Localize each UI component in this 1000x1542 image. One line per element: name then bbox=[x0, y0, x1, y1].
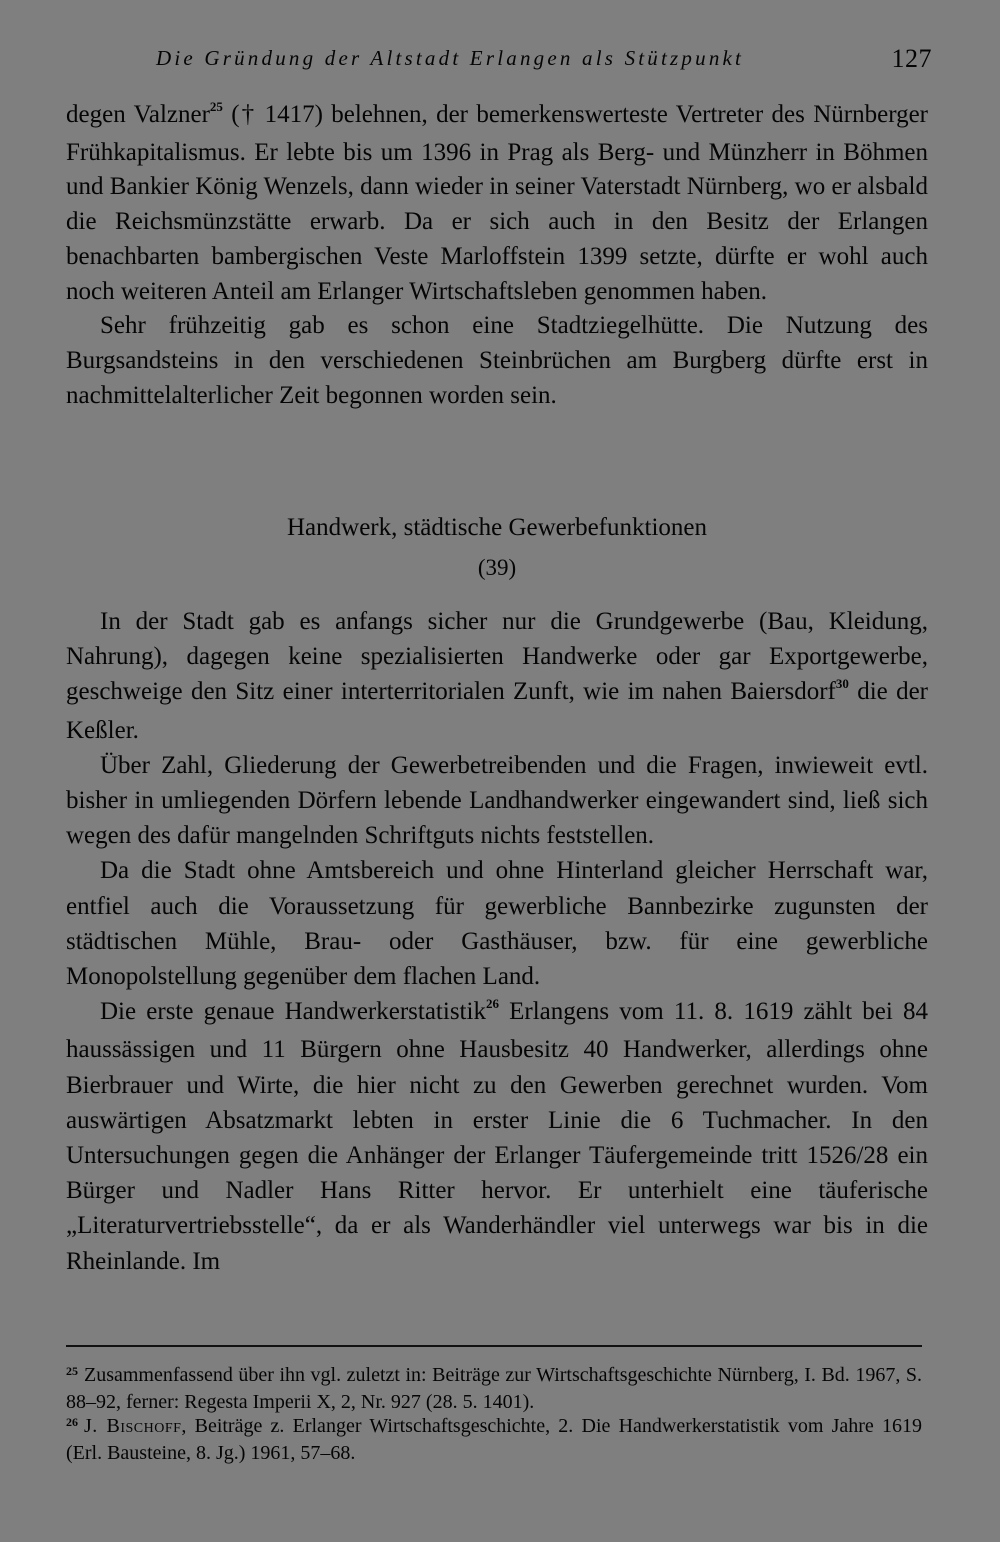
footnote-ref-25: 25 bbox=[209, 99, 223, 114]
footnote-26 bbox=[66, 1414, 922, 1465]
paragraph-valzner bbox=[66, 98, 928, 309]
paragraph-grundgewerbe bbox=[66, 604, 928, 748]
footnote-author: J. Bischoff bbox=[84, 1415, 182, 1437]
paragraph-gliederung: Über Zahl, Gliederung der Gewerbetreibenden und die Fragen, inwieweit evtl. bisher in umliegenden Dörfern lebende Landhandwerker eingewandert sind, ließ sich wegen des dafür mangelnden Schriftguts nichts feststellen. bbox=[66, 751, 928, 850]
section-number: (39) bbox=[477, 555, 517, 580]
paragraph-amtsbereich: Da die Stadt ohne Amtsbereich und ohne Hinterland gleicher Herrschaft war, entfiel auch die Voraussetzung für gewerbliche Bannbezirke zugunsten der städtischen Mühle, Brau- oder Gasthäuser, bzw. für eine gewerbliche Monopolstellung gegenüber dem flachen Land. bbox=[66, 857, 928, 991]
footnote-mark: 26 bbox=[66, 1415, 78, 1429]
paragraph-text: Erlangens vom 11. 8. 1619 zählt bei 84 haussässigen und 11 Bürgern ohne Hausbesitz 40 Handwerker, allerdings ohne Bierbrauer und Wirte, die hier nicht zu den Gewerben gerechnet wurden. Vom auswärtigen Absatzmarkt lebten in erster Linie die 6 Tuchmacher. In den Untersuchungen gegen die Anhänger der Erlanger Täufergemeinde tritt 1526/28 ein Bürger und Nadler Hans Ritter hervor. Er unterhielt eine täuferische „Literaturvertriebsstelle“, da er als Wanderhändler viel unterwegs war bis in die Rheinlande. Im bbox=[66, 998, 928, 1275]
paragraph-text: die der Keßler. bbox=[66, 678, 928, 744]
running-head bbox=[66, 40, 932, 80]
footnote-text: Zusammenfassend über ihn vgl. zuletzt in: Beiträge zur Wirtschaftsgeschichte Nürnberg, I. Bd. 1967, S. 88–92, ferner: Regesta Imperii X, 2, Nr. 927 (28. 5. 1401). bbox=[66, 1364, 922, 1413]
footnote-ref-26: 26 bbox=[485, 996, 499, 1012]
paragraph-statistik bbox=[66, 994, 928, 1279]
footnotes bbox=[66, 1363, 922, 1465]
footnote-text: , Beiträge z. Erlanger Wirtschaftsgeschichte, 2. Die Handwerkerstatistik vom Jahre 1619 (Erl. Bausteine, 8. Jg.) 1961, 57–68. bbox=[66, 1415, 923, 1464]
paragraph-text: († 1417) belehnen, der bemerkenswerteste Vertreter des Nürnberger Frühkapitalismus. Er lebte bis um 1396 in Prag als Berg- und Münzherr in Böhmen und Bankier König Wenzels, dann wieder in seiner Vaterstadt Nürnberg, wo er alsbald die Reichsmünzstätte erwarb. Da er sich auch in den Besitz der Erlangen benachbarten bambergischen Veste Marloffstein 1399 setzte, dürfte er wohl auch noch weiteren Anteil am Erlanger Wirtschaftsleben genommen haben. bbox=[66, 101, 928, 305]
footnote-mark: 25 bbox=[66, 1364, 78, 1378]
body-text-lower bbox=[66, 604, 928, 1279]
paragraph-text: In der Stadt gab es anfangs sicher nur die Grundgewerbe (Bau, Kleidung, Nahrung), dagegen keine spezialisierten Handwerke oder gar Exportgewerbe, geschweige den Sitz einer interterritorialen Zunft, wie im nahen Baiersdorf bbox=[66, 608, 928, 706]
page-number: 127 bbox=[891, 44, 932, 73]
paragraph-text: degen Valzner bbox=[66, 101, 210, 128]
footnote-ref-30: 30 bbox=[835, 676, 849, 692]
paragraph-text: Die erste genaue Handwerkerstatistik bbox=[100, 998, 486, 1026]
running-title: Die Gründung der Altstadt Erlangen als Stützpunkt bbox=[156, 46, 745, 70]
footnote-separator bbox=[66, 1345, 922, 1347]
section-heading: Handwerk, städtische Gewerbefunktionen bbox=[287, 514, 707, 541]
paragraph-ziegelhuette: Sehr frühzeitig gab es schon eine Stadtziegelhütte. Die Nutzung des Burgsandsteins in den verschiedenen Steinbrüchen am Burgberg dürfte erst in nachmittelalterlicher Zeit begonnen worden sein. bbox=[66, 312, 928, 409]
body-text-upper bbox=[66, 98, 928, 413]
footnote-25 bbox=[66, 1363, 922, 1414]
